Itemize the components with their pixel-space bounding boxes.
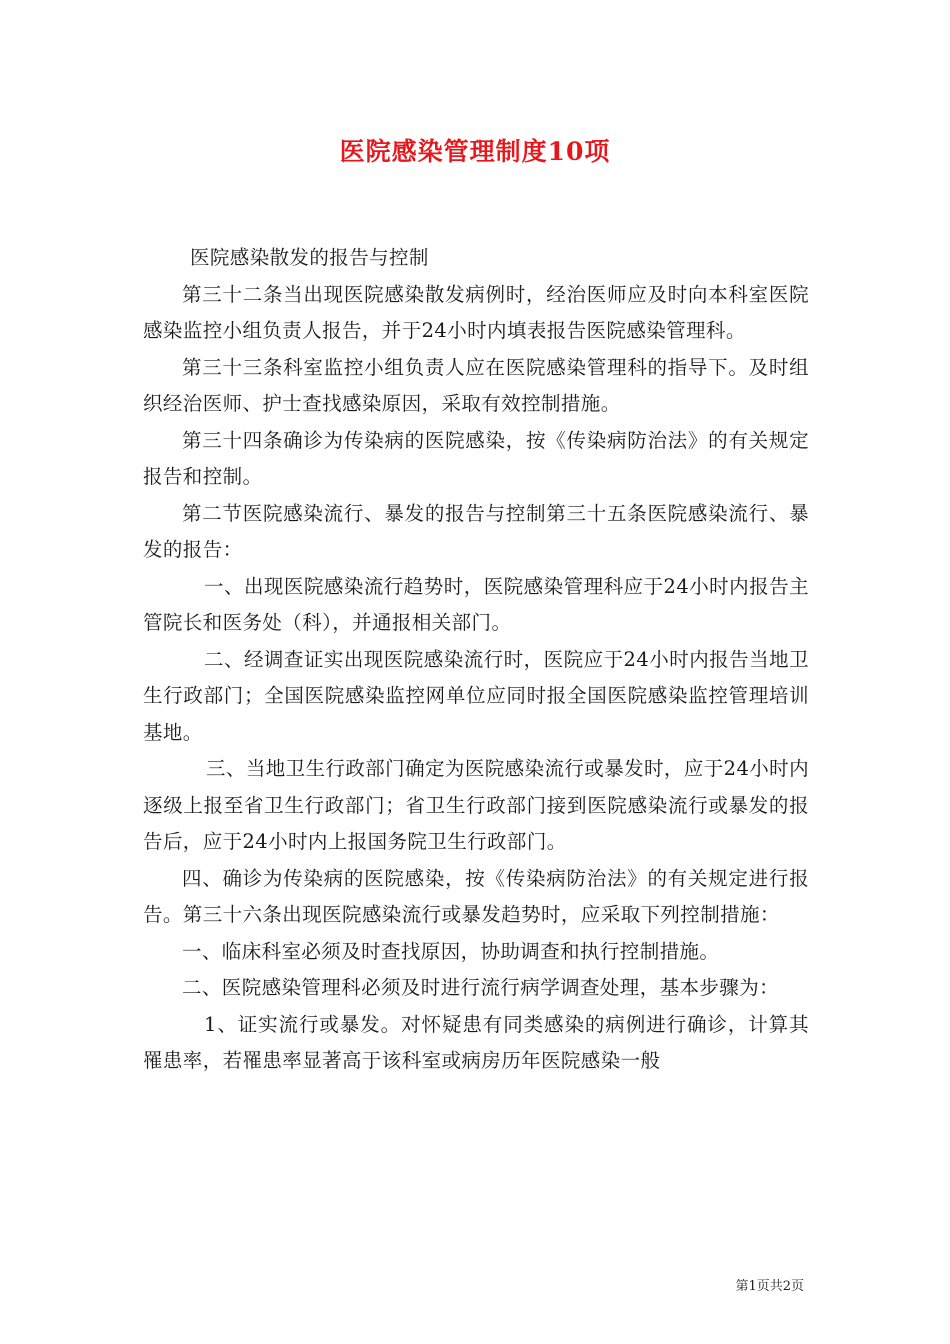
paragraph: 第二节医院感染流行、暴发的报告与控制第三十五条医院感染流行、暴发的报告： — [143, 501, 809, 561]
paragraph: 第三十四条确诊为传染病的医院感染，按《传染病防治法》的有关规定报告和控制。 — [143, 428, 809, 488]
document-title: 医院感染管理制度10项 — [339, 137, 611, 166]
paragraph: 一、临床科室必须及时查找原因，协助调查和执行控制措施。 — [182, 939, 720, 963]
section-heading: 医院感染散发的报告与控制 — [190, 246, 429, 269]
paragraph: 二、医院感染管理科必须及时进行流行病学调查处理，基本步骤为： — [182, 976, 780, 999]
paragraph: 二、经调查证实出现医院感染流行时，医院应于24小时内报告当地卫生行政部门；全国医院感染监控网单位应同时报全国医院感染监控管理培训基地。 — [143, 647, 809, 744]
paragraph: 1、证实流行或暴发。对怀疑患有同类感染的病例进行确诊，计算其罹患率，若罹患率显著高于该科室或病房历年医院感染一般 — [143, 1012, 809, 1072]
paragraph: 第三十二条当出现医院感染散发病例时，经治医师应及时向本科室医院感染监控小组负责人报告，并于24小时内填表报告医院感染管理科。 — [143, 282, 809, 342]
paragraph: 第三十三条科室监控小组负责人应在医院感染管理科的指导下。及时组织经治医师、护士查找感染原因，采取有效控制措施。 — [143, 355, 809, 415]
document-body — [143, 240, 809, 1080]
paragraph: 三、当地卫生行政部门确定为医院感染流行或暴发时，应于24小时内逐级上报至省卫生行政部门；省卫生行政部门接到医院感染流行或暴发的报告后，应于24小时内上报国务院卫生行政部门。 — [143, 757, 809, 853]
paragraph: 四、确诊为传染病的医院感染，按《传染病防治法》的有关规定进行报告。第三十六条出现医院感染流行或暴发趋势时，应采取下列控制措施： — [143, 866, 809, 926]
page-number: 第1页共2页 — [735, 1279, 804, 1294]
paragraph: 一、出现医院感染流行趋势时，医院感染管理科应于24小时内报告主管院长和医务处（科），并通报相关部门。 — [143, 574, 809, 634]
